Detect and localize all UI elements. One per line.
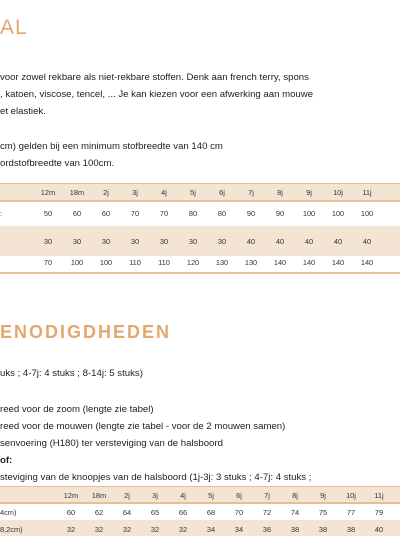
table-cell: 100 — [360, 209, 374, 218]
row-label: : — [0, 209, 3, 218]
table-cell: 74 — [290, 508, 300, 517]
table-cell: 38 — [346, 525, 356, 534]
table-cell: 100 — [99, 258, 113, 267]
intro-line-2: , katoen, viscose, tencel, ... Je kan kiezen voor een afwerking aan mouwe — [0, 89, 314, 100]
table-cell: 140 — [331, 258, 345, 267]
size-header: 18m — [91, 491, 107, 500]
table-cell: 66 — [178, 508, 188, 517]
notion-item: reed voor de mouwen (lengte zie tabel - voor de 2 mouwen samen) — [0, 421, 286, 432]
size-header: 6j — [236, 491, 242, 500]
size-header: 9j — [320, 491, 326, 500]
table-cell: 30 — [159, 237, 169, 246]
table-cell: 38 — [290, 525, 300, 534]
table-cell: 77 — [346, 508, 356, 517]
table-cell: 70 — [43, 258, 53, 267]
table-cell: 30 — [72, 237, 82, 246]
size-header: 3j — [132, 188, 138, 197]
table-cell: 130 — [215, 258, 229, 267]
table-cell: 40 — [362, 237, 372, 246]
size-header: 5j — [190, 188, 196, 197]
table-cell: 140 — [302, 258, 316, 267]
table-cell: 40 — [333, 237, 343, 246]
table-cell: 130 — [244, 258, 258, 267]
notion-item: senvoering (H180) ter versteviging van de halsboord — [0, 438, 223, 449]
table-cell: 110 — [129, 258, 141, 267]
table-cell: 80 — [188, 209, 198, 218]
table-cell: 60 — [72, 209, 82, 218]
table-cell: 70 — [130, 209, 140, 218]
fabric-note-line-1: cm) gelden bij een minimum stofbreedte van 140 cm — [0, 141, 223, 152]
size-header: 18m — [69, 188, 85, 197]
size-header: 12m — [40, 188, 56, 197]
table-cell: 40 — [246, 237, 256, 246]
table-cell: 32 — [66, 525, 76, 534]
notion-item: steviging van de knoopjes van de halsboord (1j-3j: 3 stuks ; 4-7j: 4 stuks ; — [0, 472, 312, 483]
table-cell: 75 — [318, 508, 328, 517]
table-cell: 79 — [374, 508, 384, 517]
size-header: 10j — [333, 188, 343, 197]
table-cell: 34 — [206, 525, 216, 534]
buttons-count-line: uks ; 4-7j: 4 stuks ; 8-14j: 5 stuks) — [0, 368, 143, 379]
table-rule — [0, 502, 400, 504]
table-cell: 100 — [331, 209, 345, 218]
table-cell: 70 — [234, 508, 244, 517]
table-rule — [0, 200, 400, 202]
table-cell: 50 — [43, 209, 53, 218]
size-header: 7j — [248, 188, 254, 197]
intro-line-3: et elastiek. — [0, 106, 46, 117]
table-cell: 68 — [206, 508, 216, 517]
page-title: AL — [0, 16, 28, 39]
size-header: 2j — [124, 491, 130, 500]
size-header: 11j — [374, 491, 384, 500]
notion-item: reed voor de zoom (lengte zie tabel) — [0, 404, 154, 415]
table-rule-bottom — [0, 272, 400, 274]
size-header: 2j — [103, 188, 109, 197]
table-cell: 40 — [304, 237, 314, 246]
table-cell: 30 — [188, 237, 198, 246]
table-cell: 60 — [66, 508, 76, 517]
fabric-note-line-2: ordstofbreedte van 100cm. — [0, 158, 115, 169]
row-label: 4cm) — [0, 508, 17, 517]
size-header: 5j — [208, 491, 214, 500]
size-header: 4j — [180, 491, 186, 500]
notion-subheading: of: — [0, 455, 13, 466]
table-cell: 140 — [273, 258, 287, 267]
size-header: 6j — [219, 188, 225, 197]
table-cell: 90 — [275, 209, 285, 218]
table-cell: 120 — [186, 258, 200, 267]
size-header: 8j — [277, 188, 283, 197]
table-cell: 40 — [374, 525, 384, 534]
table-cell: 100 — [302, 209, 316, 218]
table-cell: 90 — [246, 209, 256, 218]
size-header: 11j — [362, 188, 372, 197]
table-cell: 30 — [43, 237, 53, 246]
table-cell: 100 — [70, 258, 84, 267]
table-cell: 80 — [217, 209, 227, 218]
table-cell: 32 — [150, 525, 160, 534]
size-header: 9j — [306, 188, 312, 197]
size-header: 10j — [346, 491, 356, 500]
table-cell: 38 — [318, 525, 328, 534]
table-cell: 70 — [159, 209, 169, 218]
table-cell: 65 — [150, 508, 160, 517]
size-header: 3j — [152, 491, 158, 500]
intro-line-1: voor zowel rekbare als niet-rekbare stoffen. Denk aan french terry, spons — [0, 72, 309, 83]
table-cell: 32 — [94, 525, 104, 534]
table-cell: 60 — [101, 209, 111, 218]
table-cell: 62 — [94, 508, 104, 517]
table-cell: 30 — [217, 237, 227, 246]
table-cell: 36 — [262, 525, 272, 534]
size-header: 7j — [264, 491, 270, 500]
table-cell: 140 — [360, 258, 374, 267]
table-cell: 30 — [130, 237, 140, 246]
size-header: 12m — [63, 491, 79, 500]
section-heading: ENODIGDHEDEN — [0, 322, 172, 342]
table-cell: 32 — [178, 525, 188, 534]
row-label: 8,2cm) — [0, 525, 23, 534]
table-cell: 34 — [234, 525, 244, 534]
size-header: 8j — [292, 491, 298, 500]
table-cell: 72 — [262, 508, 272, 517]
table-cell: 110 — [158, 258, 170, 267]
table-cell: 30 — [101, 237, 111, 246]
table-cell: 64 — [122, 508, 132, 517]
table-cell: 40 — [275, 237, 285, 246]
size-header: 4j — [161, 188, 167, 197]
table-cell: 32 — [122, 525, 132, 534]
